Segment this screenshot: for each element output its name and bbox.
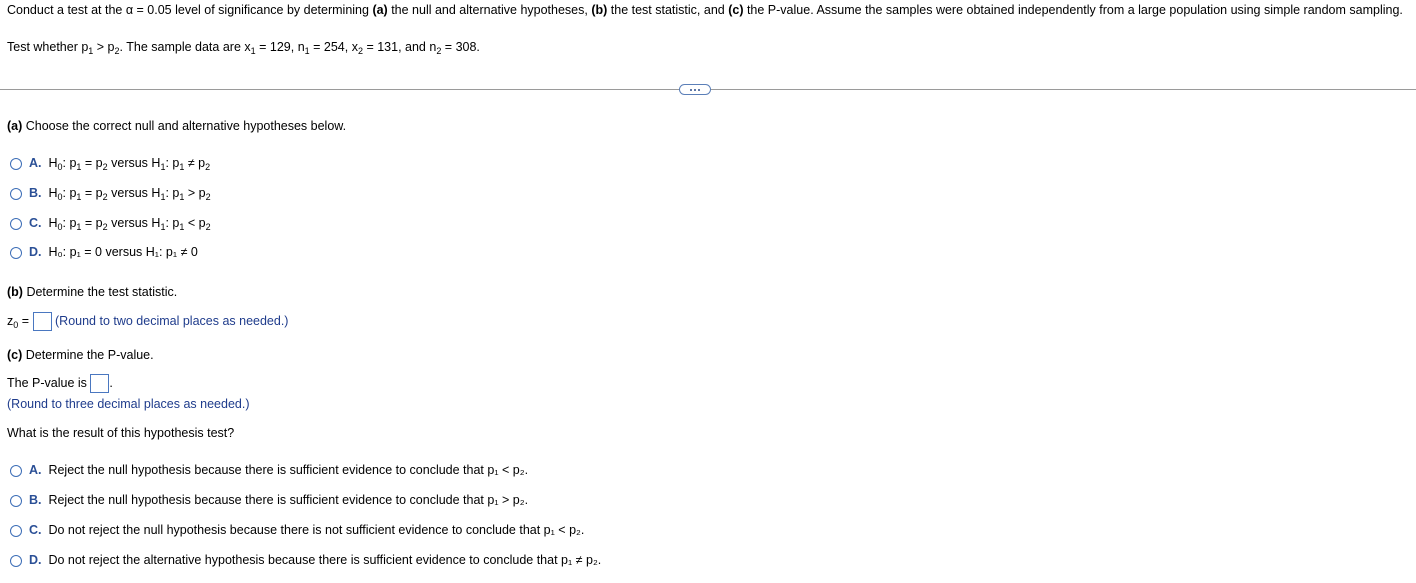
question-prompt: Conduct a test at the α = 0.05 level of significance by determining (a) the null and alternative hypotheses, (b) the test statistic, and (c) the P-value. Assume the samples were obtained independently from a large population using simple random sampling. [7,3,1403,17]
p-value-input[interactable] [90,374,109,393]
result-option-a[interactable]: A. Reject the null hypothesis because there is sufficient evidence to conclude that p₁ < p₂. [29,463,529,477]
result-option-d[interactable]: D. Do not reject the alternative hypothesis because there is sufficient evidence to conclude that p₁ ≠ p₂. [29,553,602,567]
part-a-option-d[interactable]: D. H₀: p₁ = 0 versus H₁: p₁ ≠ 0 [29,245,198,259]
z-label: z [7,313,14,328]
part-a-option-c[interactable]: C. $H_0$: $p_1 = p_2$ versus $H_1$: $p_1 < p_2$ [29,216,211,232]
sample-data-line: Test whether $p_1 > p_2$. The sample data are $x_1 = 129$, $n_1 = 254$, $x_2 = 131$, and $n_2 = 308$. [7,40,480,56]
dot-icon [690,89,692,91]
part-a-heading: (a) Choose the correct null and alternative hypotheses below. [7,119,347,133]
part-a-option-a[interactable]: A. $H_0$: $p_1 = p_2$ versus $H_1$: $p_1 \ne p_2$ [29,156,211,172]
radio-result-c[interactable] [10,525,22,537]
more-options-button[interactable] [679,84,711,95]
radio-result-a[interactable] [10,465,22,477]
radio-result-d[interactable] [10,555,22,567]
result-option-b[interactable]: B. Reject the null hypothesis because there is sufficient evidence to conclude that p₁ > p₂. [29,493,529,507]
p-value-row: The P-value is . [7,374,113,393]
result-question: What is the result of this hypothesis test? [7,426,235,440]
radio-a-option-b[interactable] [10,188,22,200]
part-a-option-b[interactable]: B. $H_0$: $p_1 = p_2$ versus $H_1$: $p_1 > p_2$ [29,186,211,202]
dot-icon [694,89,696,91]
result-option-c[interactable]: C. Do not reject the null hypothesis because there is not sufficient evidence to conclude that p₁ < p₂. [29,523,585,537]
radio-result-b[interactable] [10,495,22,507]
dot-icon [698,89,700,91]
radio-a-option-d[interactable] [10,247,22,259]
part-c-heading: (c) Determine the P-value. [7,348,154,362]
part-b-heading: (b) Determine the test statistic. [7,285,178,299]
test-statistic-row: $z_0$ = (Round to two decimal places as needed.) [7,313,289,330]
test-statistic-input[interactable] [33,312,52,331]
radio-a-option-a[interactable] [10,158,22,170]
radio-a-option-c[interactable] [10,218,22,230]
round-hint-two: (Round to two decimal places as needed.) [55,313,289,328]
round-hint-three: (Round to three decimal places as needed.) [7,397,250,411]
